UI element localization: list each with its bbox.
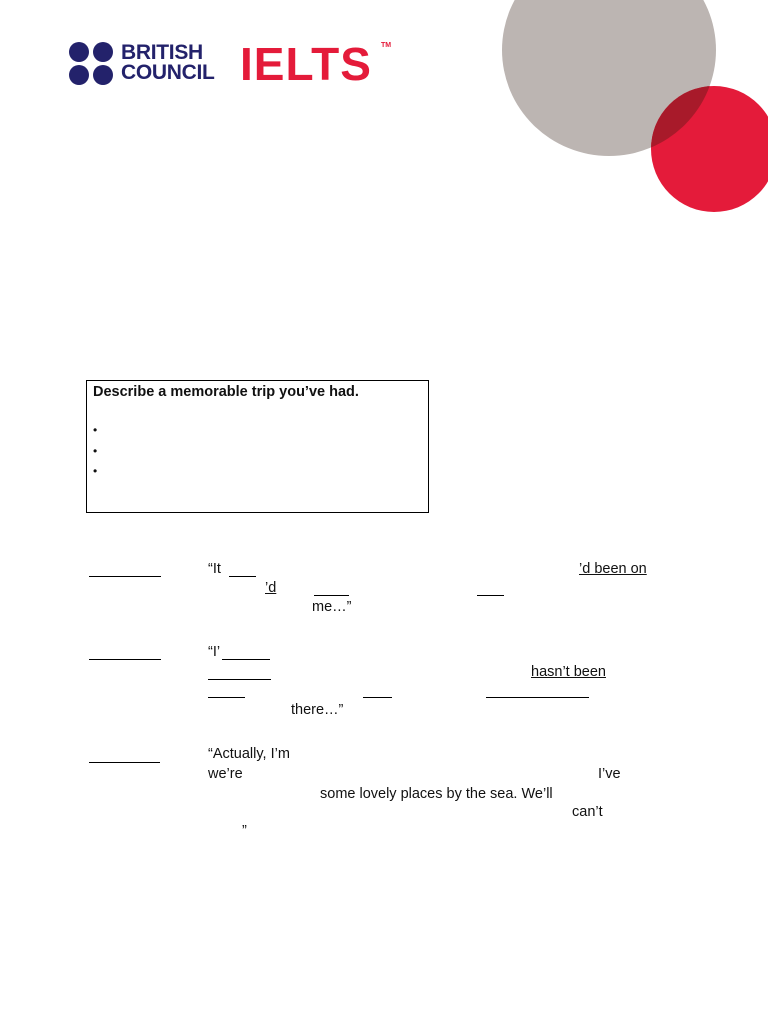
answer-blank[interactable]	[314, 595, 349, 596]
speaker2-ending: there…”	[291, 702, 344, 718]
speaker-name-blank[interactable]	[89, 659, 161, 660]
speaker2-opening: “I’	[208, 644, 221, 660]
answer-blank[interactable]	[229, 576, 256, 577]
speaker-name-blank[interactable]	[89, 576, 161, 577]
trademark-symbol: TM	[381, 42, 392, 49]
speaker3-were: we’re	[208, 766, 243, 782]
answer-blank[interactable]	[208, 697, 245, 698]
task-card-bullet: •	[93, 444, 98, 458]
speaker3-opening: “Actually, I’m	[208, 746, 290, 762]
answer-blank[interactable]	[477, 595, 504, 596]
speaker3-cant: can’t	[572, 804, 603, 820]
answer-blank[interactable]	[363, 697, 392, 698]
speaker3-line3: some lovely places by the sea. We’ll	[320, 786, 553, 802]
task-card	[86, 380, 429, 513]
speaker1-opening: “It	[208, 561, 221, 577]
task-card-bullet: •	[93, 464, 98, 478]
task-card-title: Describe a memorable trip you’ve had.	[93, 384, 359, 400]
ielts-logo: IELTS	[240, 38, 372, 90]
speaker-name-blank[interactable]	[89, 762, 160, 763]
answer-blank[interactable]	[222, 659, 270, 660]
speaker2-phrase-hasnt-been: hasn’t been	[531, 664, 606, 680]
speaker3-ive: I’ve	[598, 766, 621, 782]
british-council-logo-icon	[69, 42, 115, 86]
speaker1-phrase-been-on: ’d been on	[579, 561, 647, 577]
speaker1-ending: me…”	[312, 599, 352, 615]
speaker3-closing-quote: ”	[242, 823, 247, 839]
decorative-circle-overlap	[651, 86, 768, 212]
answer-blank[interactable]	[208, 679, 271, 680]
speaker1-contraction: ’d	[265, 580, 277, 596]
british-council-wordmark: BRITISH COUNCIL	[121, 41, 215, 84]
answer-blank[interactable]	[486, 697, 589, 698]
task-card-bullet: •	[93, 423, 98, 437]
